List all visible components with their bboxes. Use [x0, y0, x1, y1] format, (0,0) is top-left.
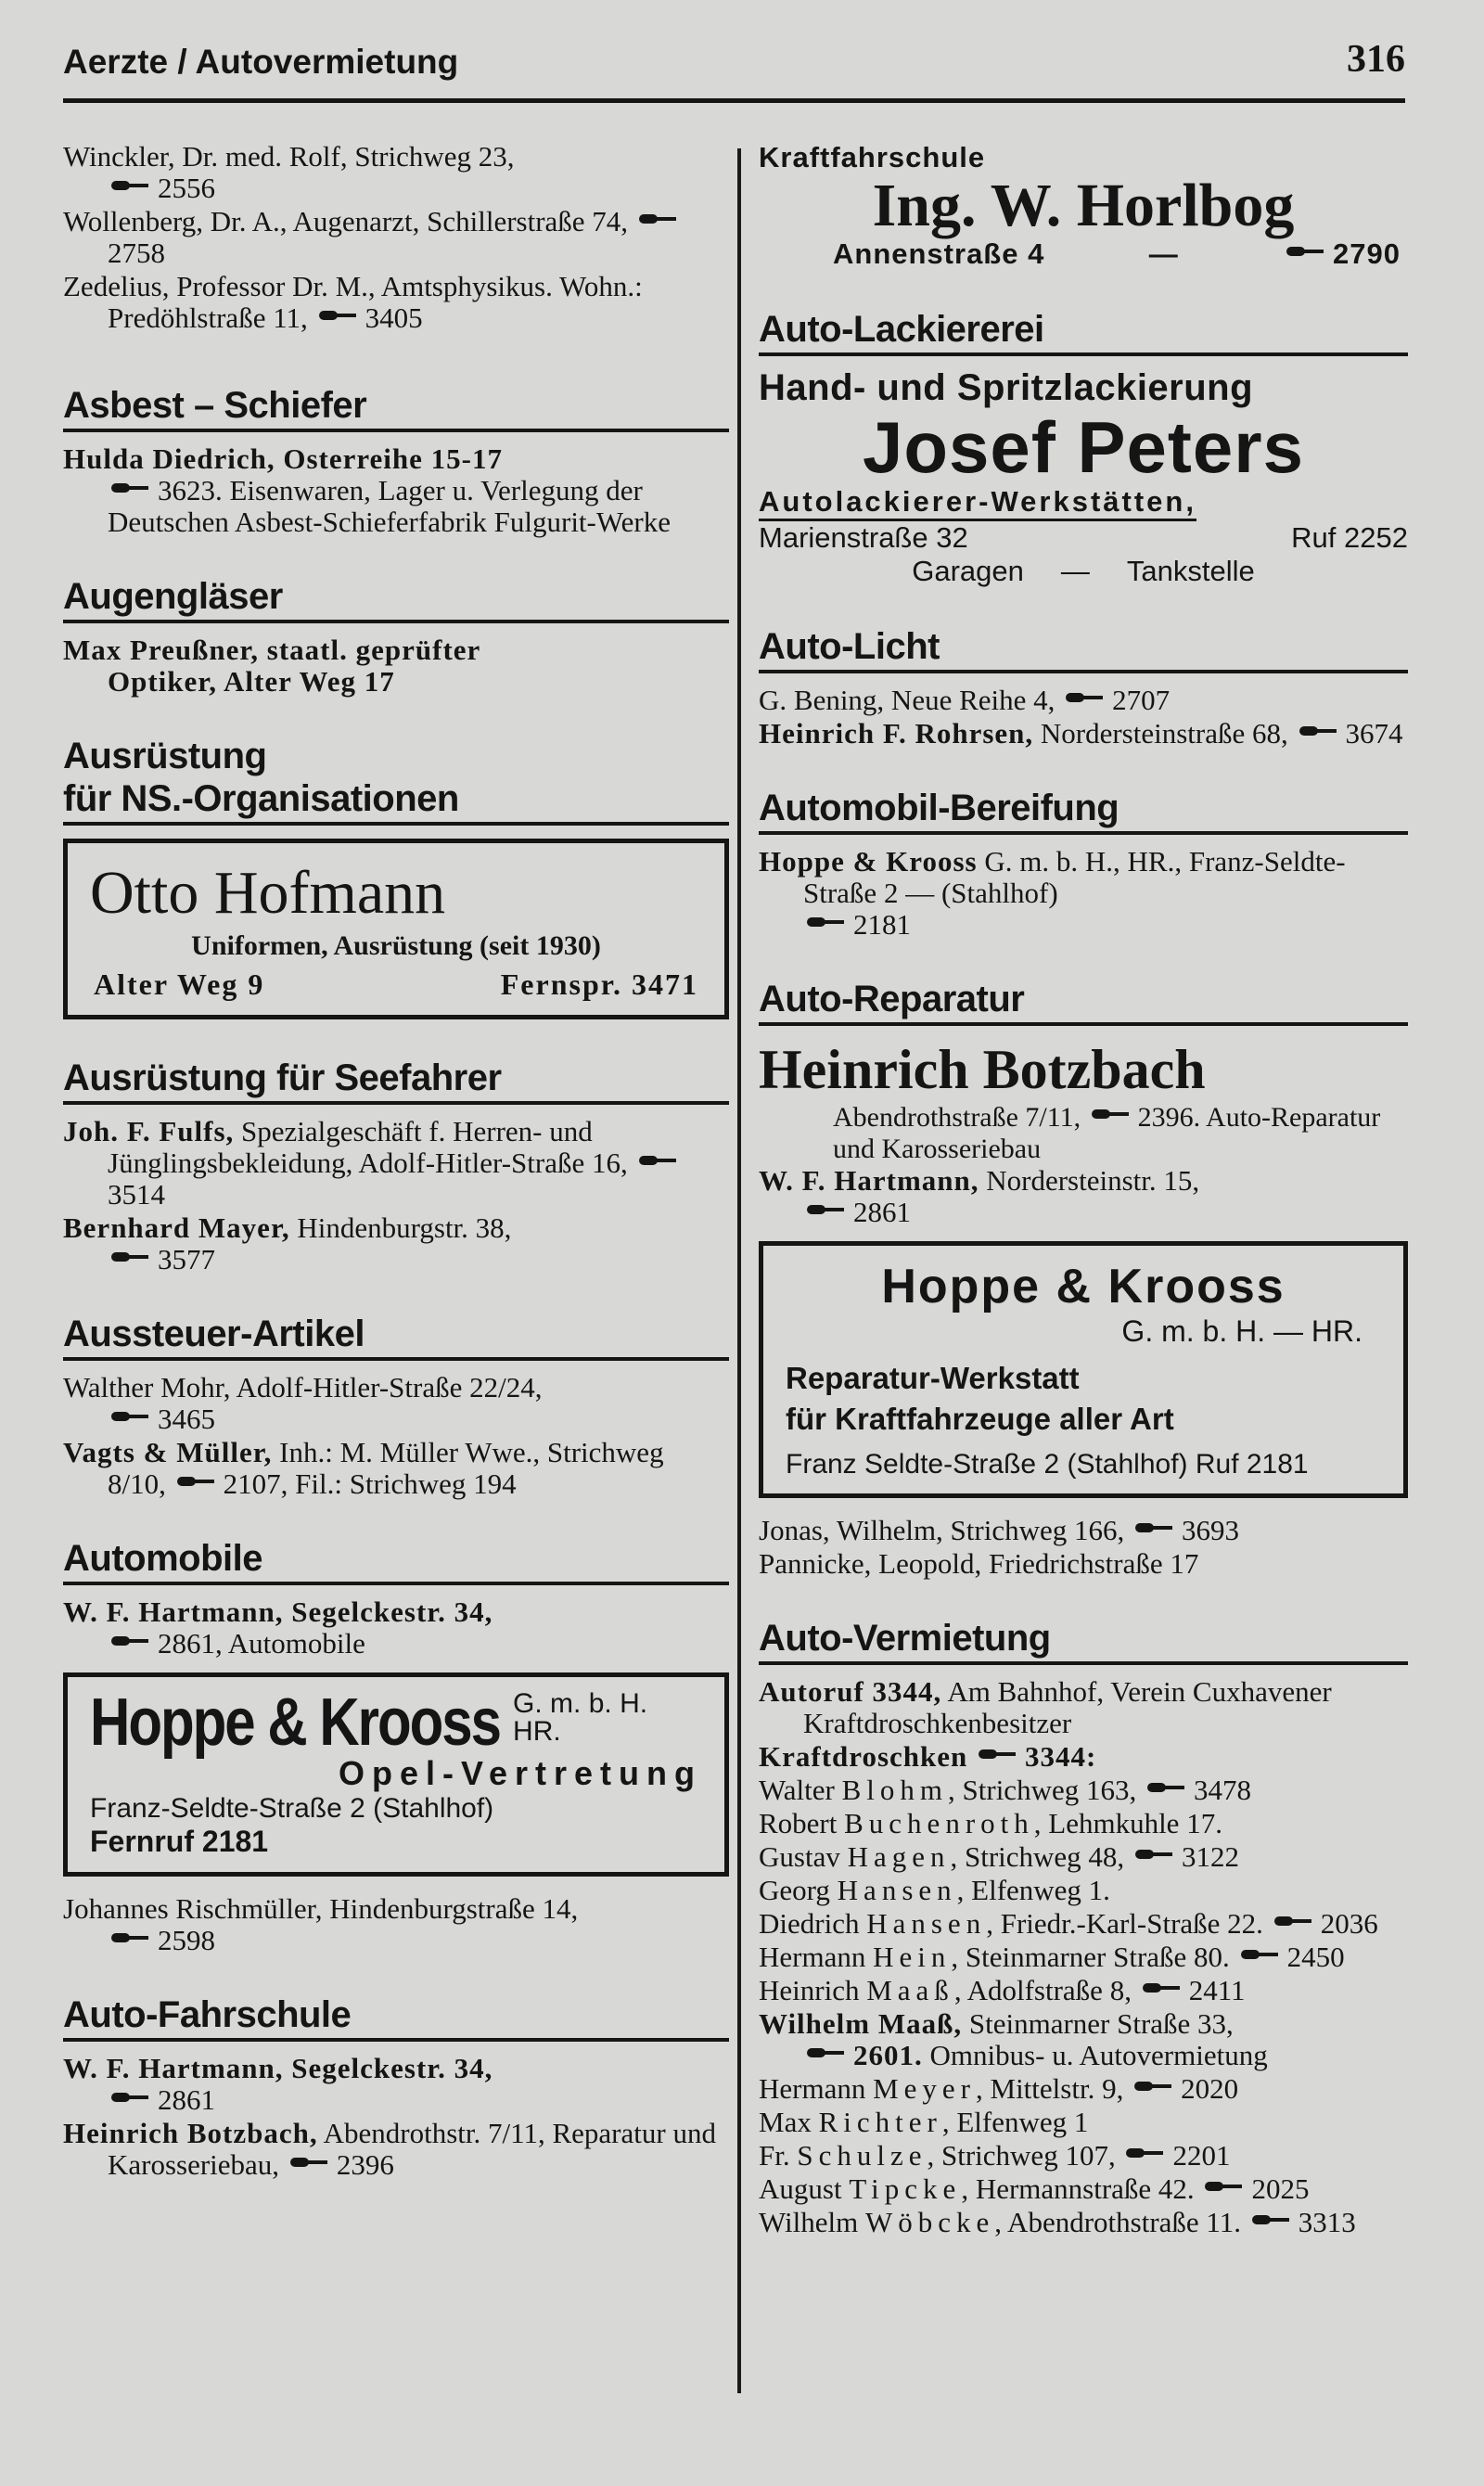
list-item: Wilhelm Wöbcke, Abendrothstraße 11. 3313 [759, 2206, 1356, 2238]
kraftdroschken-list [759, 1775, 1408, 2006]
list-item: Max Richter, Elfenweg 1 [759, 2106, 1089, 2138]
kraftdroschken-list-2 [759, 2073, 1408, 2238]
listing-wollenberg: Wollenberg, Dr. A., Augenarzt, Schillerstraße 74, 2758 [63, 206, 729, 269]
listing-vagts: Vagts & Müller, Inh.: M. Müller Wwe., Strichweg 8/10, 2107, Fil.: Strichweg 194 [63, 1436, 664, 1500]
page-header [63, 35, 1405, 103]
ad-horlbog: Kraftfahrschule Ing. W. Horlbog Annenstraße 4 — 2790 [759, 141, 1401, 270]
list-item: Diedrich Hansen, Friedr.-Karl-Straße 22. 2036 [759, 1907, 1378, 1940]
list-item: Georg Hansen, Elfenweg 1. [759, 1874, 1110, 1906]
listing-preussner: Max Preußner, staatl. geprüfter Optiker, Alter Weg 17 [63, 634, 481, 698]
list-item: Hermann Meyer, Mittelstr. 9, 2020 [759, 2072, 1239, 2105]
phone-icon [319, 309, 360, 322]
phone-icon [807, 2046, 848, 2059]
phone-icon [807, 1203, 848, 1216]
phone-icon [979, 1748, 1019, 1761]
phone-icon [639, 1154, 680, 1167]
listing-rischmueller: Johannes Rischmüller, Hindenburgstraße 14, 2598 [63, 1892, 579, 1956]
phone-icon [111, 1410, 152, 1423]
ad-botzbach: Heinrich Botzbach Abendrothstraße 7/11, 2396. Auto-Reparatur und Karosseriebau [759, 1039, 1381, 1164]
phone-icon [1205, 2180, 1246, 2193]
section-asbest: Asbest – Schiefer [63, 384, 729, 432]
section-vermietung: Auto-Vermietung [759, 1617, 1408, 1665]
phone-icon [111, 481, 152, 494]
list-item: Walter Blohm, Strichweg 163, 3478 [759, 1774, 1251, 1806]
listing-botzbach-fahrschule: Heinrich Botzbach, Abendrothstr. 7/11, Reparatur und Karosseriebau, 2396 [63, 2117, 716, 2181]
ad-hoppe-krooss-reparatur: Hoppe & Krooss G. m. b. H. — HR. Reparatur-Werkstatt für Kraftfahrzeuge aller Art Franz Seldte-Straße 2 (Stahlhof) Ruf 2181 [759, 1241, 1408, 1498]
section-seefahrer: Ausrüstung für Seefahrer [63, 1057, 729, 1105]
listing-diedrich: Hulda Diedrich, Osterreihe 15-17 3623. Eisenwaren, Lager u. Verlegung der Deutschen Asbest-Schieferfabrik Fulgurit-Werke [63, 442, 671, 538]
listing-mohr: Walther Mohr, Adolf-Hitler-Straße 22/24, 3465 [63, 1371, 543, 1435]
phone-icon [111, 179, 152, 192]
phone-icon [807, 916, 848, 929]
section-aussteuer: Aussteuer-Artikel [63, 1313, 729, 1361]
phone-icon [111, 1250, 152, 1263]
phone-icon [1286, 245, 1327, 258]
section-autolicht: Auto-Licht [759, 625, 1408, 673]
phone-icon [290, 2156, 331, 2169]
page-number: 316 [1347, 38, 1405, 81]
phone-icon [111, 1634, 152, 1647]
listing-bening: G. Bening, Neue Reihe 4, 2707 [759, 684, 1171, 716]
ad-josef-peters: Hand- und Spritzlackierung Josef Peters Autolackierer-Werkstätten, Marienstraße 32 Ruf 2252 Garagen — Tankstelle [759, 367, 1408, 587]
phone-icon [1274, 1915, 1315, 1928]
phone-icon [1126, 2146, 1167, 2159]
ad-title: Otto Hofmann [90, 859, 446, 927]
listing-hartmann-fahrschule: W. F. Hartmann, Segelckestr. 34, 2861 [63, 2052, 493, 2116]
listing-zedelius: Zedelius, Professor Dr. M., Amtsphysikus. Wohn.: Predöhlstraße 11, 3405 [63, 270, 643, 334]
phone-icon [1066, 691, 1107, 704]
section-augenglaeser: Augengläser [63, 575, 729, 623]
column-divider [737, 148, 741, 2393]
phone-icon [1147, 1781, 1188, 1794]
listing-wilhelm-maass: Wilhelm Maaß, Steinmarner Straße 33, 2601. Omnibus- u. Autovermietung [759, 2007, 1268, 2071]
list-item: Robert Buchenroth, Lehmkuhle 17. [759, 1807, 1222, 1839]
phone-icon [1134, 2080, 1175, 2093]
list-item: Heinrich Maaß, Adolfstraße 8, 2411 [759, 1974, 1246, 2006]
section-ns-organisationen: Ausrüstung für NS.-Organisationen [63, 735, 729, 826]
phone-icon [1252, 2213, 1293, 2226]
listing-jonas: Jonas, Wilhelm, Strichweg 166, 3693 [759, 1514, 1240, 1546]
listing-winckler: Winckler, Dr. med. Rolf, Strichweg 23, 2556 [63, 140, 515, 204]
listing-pannicke: Pannicke, Leopold, Friedrichstraße 17 [759, 1547, 1199, 1580]
list-item: Gustav Hagen, Strichweg 48, 3122 [759, 1840, 1239, 1873]
phone-icon [639, 212, 680, 225]
phone-icon [1143, 1981, 1183, 1994]
list-item: Fr. Schulze, Strichweg 107, 2201 [759, 2139, 1231, 2172]
phone-icon [1135, 1848, 1176, 1861]
ad-hoppe-krooss-opel: Hoppe & Krooss G. m. b. H. HR. Opel-Vertretung Franz-Seldte-Straße 2 (Stahlhof) Fernruf 2181 [63, 1672, 729, 1877]
listing-hoppe-bereifung: Hoppe & Krooss G. m. b. H., HR., Franz-Seldte-Straße 2 — (Stahlhof) 2181 [759, 845, 1346, 941]
listing-kraftdroschken: Kraftdroschken 3344: [759, 1740, 1097, 1773]
section-bereifung: Automobil-Bereifung [759, 787, 1408, 835]
phone-icon [1135, 1521, 1176, 1534]
listing-autoruf: Autoruf 3344, Am Bahnhof, Verein Cuxhavener Kraftdroschkenbesitzer [759, 1675, 1332, 1739]
list-item: Hermann Hein, Steinmarner Straße 80. 2450 [759, 1941, 1345, 1973]
phone-icon [111, 1931, 152, 1944]
right-column [759, 141, 1408, 2240]
phone-icon [111, 2091, 152, 2104]
section-automobile: Automobile [63, 1537, 729, 1585]
listing-fulfs: Joh. F. Fulfs, Spezialgeschäft f. Herren- und Jünglingsbekleidung, Adolf-Hitler-Straße 16, 3514 [63, 1116, 729, 1211]
phone-icon [1241, 1948, 1282, 1961]
list-item: August Tipcke, Hermannstraße 42. 2025 [759, 2172, 1310, 2205]
phone-icon [1299, 724, 1340, 737]
header-title: Aerzte / Autovermietung [63, 43, 459, 81]
section-fahrschule: Auto-Fahrschule [63, 1993, 729, 2042]
listing-rohrsen: Heinrich F. Rohrsen, Nordersteinstraße 68, 3674 [759, 717, 1403, 750]
section-reparatur: Auto-Reparatur [759, 978, 1408, 1026]
listing-hartmann-rep: W. F. Hartmann, Nordersteinstr. 15, 2861 [759, 1164, 1200, 1228]
phone-icon [177, 1475, 218, 1488]
ad-otto-hofmann: Otto Hofmann Uniformen, Ausrüstung (seit 1930) Alter Weg 9 Fernspr. 3471 [63, 839, 729, 1019]
listing-mayer: Bernhard Mayer, Hindenburgstr. 38, 3577 [63, 1211, 512, 1275]
phone-icon [1092, 1108, 1132, 1121]
listing-hartmann-auto: W. F. Hartmann, Segelckestr. 34, 2861, Automobile [63, 1595, 493, 1659]
left-column [63, 141, 729, 2183]
section-lackiererei: Auto-Lackiererei [759, 308, 1408, 356]
